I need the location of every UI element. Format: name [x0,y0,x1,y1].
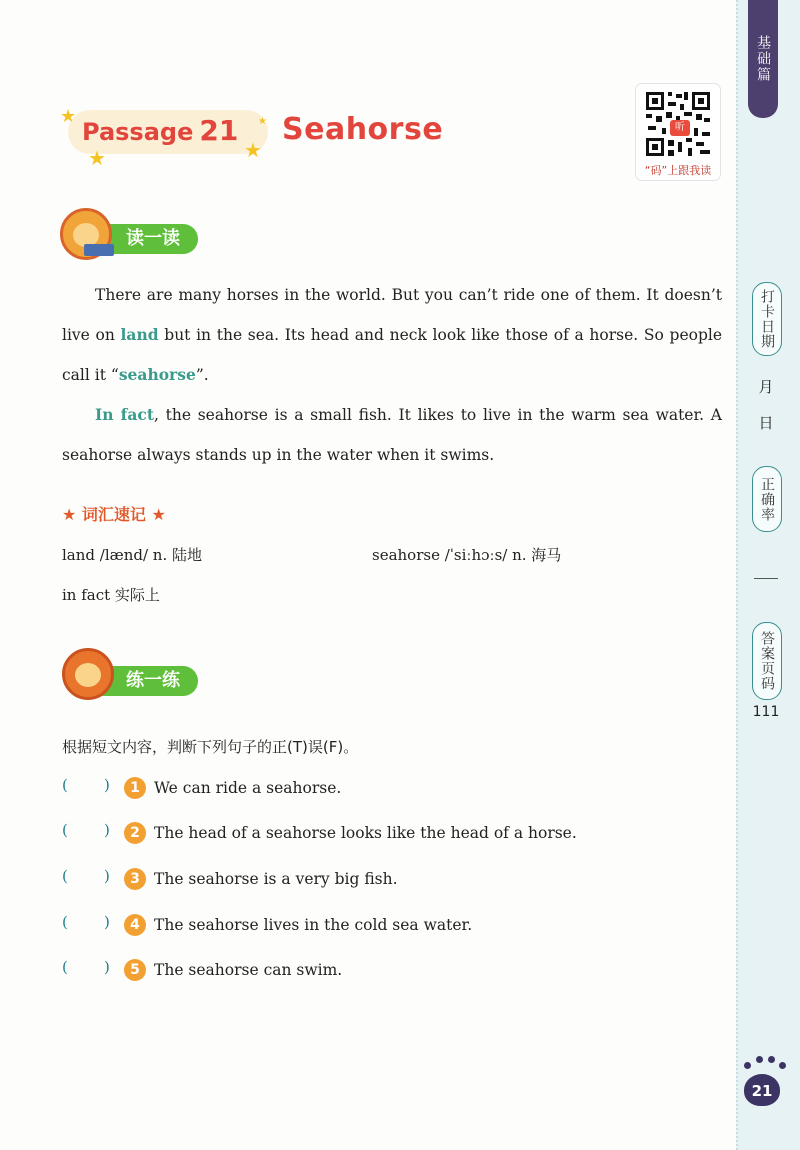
lion-mascot-icon [62,648,114,700]
answer-blank[interactable]: ( ) [62,958,110,976]
paw-icon [768,1056,775,1063]
question-row [62,958,702,984]
paw-icon [744,1062,751,1069]
vocab-item-land: land /lænd/ n. 陆地 [62,546,203,564]
question-text: The head of a seahorse looks like the head of a horse. [154,824,577,842]
passage-word: Passage [82,118,194,146]
question-number-badge: 2 [124,822,146,844]
star-icon: ★ [244,138,262,162]
paw-icon [756,1056,763,1063]
question-text: The seahorse is a very big fish. [154,870,398,888]
question-row [62,776,702,802]
page-number: 21 [744,1074,780,1106]
passage-label [82,114,238,147]
answer-blank[interactable]: ( ) [62,776,110,794]
question-row [62,821,702,847]
day-label: 日 [758,414,774,432]
read-section-header: 读一读 [70,224,198,254]
vocab-item-seahorse: seahorse /ˈsiːhɔːs/ n. 海马 [372,546,562,564]
answer-page-label: 答案页码 [752,622,782,700]
question-number-badge: 3 [124,868,146,890]
accuracy-line [754,578,778,579]
sidebar-strip [736,0,800,1150]
question-number-badge: 4 [124,914,146,936]
section-tab: 基础篇 [748,0,778,118]
listen-badge: 听 [670,120,690,136]
star-icon: ★ [88,146,106,170]
keyword-in-fact: In fact [95,405,154,424]
answer-blank[interactable]: ( ) [62,821,110,839]
page-title: Seahorse [282,112,444,147]
month-label: 月 [758,378,774,396]
checkin-date-label: 打卡日期 [752,282,782,356]
answer-page-number: 111 [752,704,780,720]
question-text: The seahorse lives in the cold sea water. [154,916,473,934]
star-icon: ★ [258,116,267,127]
star-icon: ★ [60,106,77,127]
vocab-header: ★ 词汇速记 ★ [62,505,166,524]
keyword-land: land [120,325,159,344]
question-row [62,867,702,893]
question-number-badge: 1 [124,777,146,799]
keyword-seahorse: seahorse [118,365,196,384]
question-text: The seahorse can swim. [154,961,343,979]
question-row [62,913,702,939]
vocab-item-in-fact: in fact 实际上 [62,586,160,604]
passage-number: 21 [199,114,239,147]
answer-blank[interactable]: ( ) [62,913,110,931]
qr-caption: “码”上跟我读 [644,164,712,177]
question-text: We can ride a seahorse. [154,779,342,797]
instruction: 根据短文内容，判断下列句子的正(T)误(F)。 [62,738,359,756]
answer-blank[interactable]: ( ) [62,867,110,885]
paragraph-1: There are many horses in the world. But you can’t ride one of them. It doesn’t live on land but in the sea. Its head and neck look like those of a horse. So people call it “seahorse”. [62,286,723,384]
book-icon [84,244,114,256]
question-number-badge: 5 [124,959,146,981]
paw-icon [779,1062,786,1069]
accuracy-label: 正确率 [752,466,782,532]
practice-section-header: 练一练 [70,666,198,696]
paragraph-2: In fact, the seahorse is a small fish. It likes to live in the warm sea water. A seahorse always stands up in the water when it swims. [62,405,722,464]
